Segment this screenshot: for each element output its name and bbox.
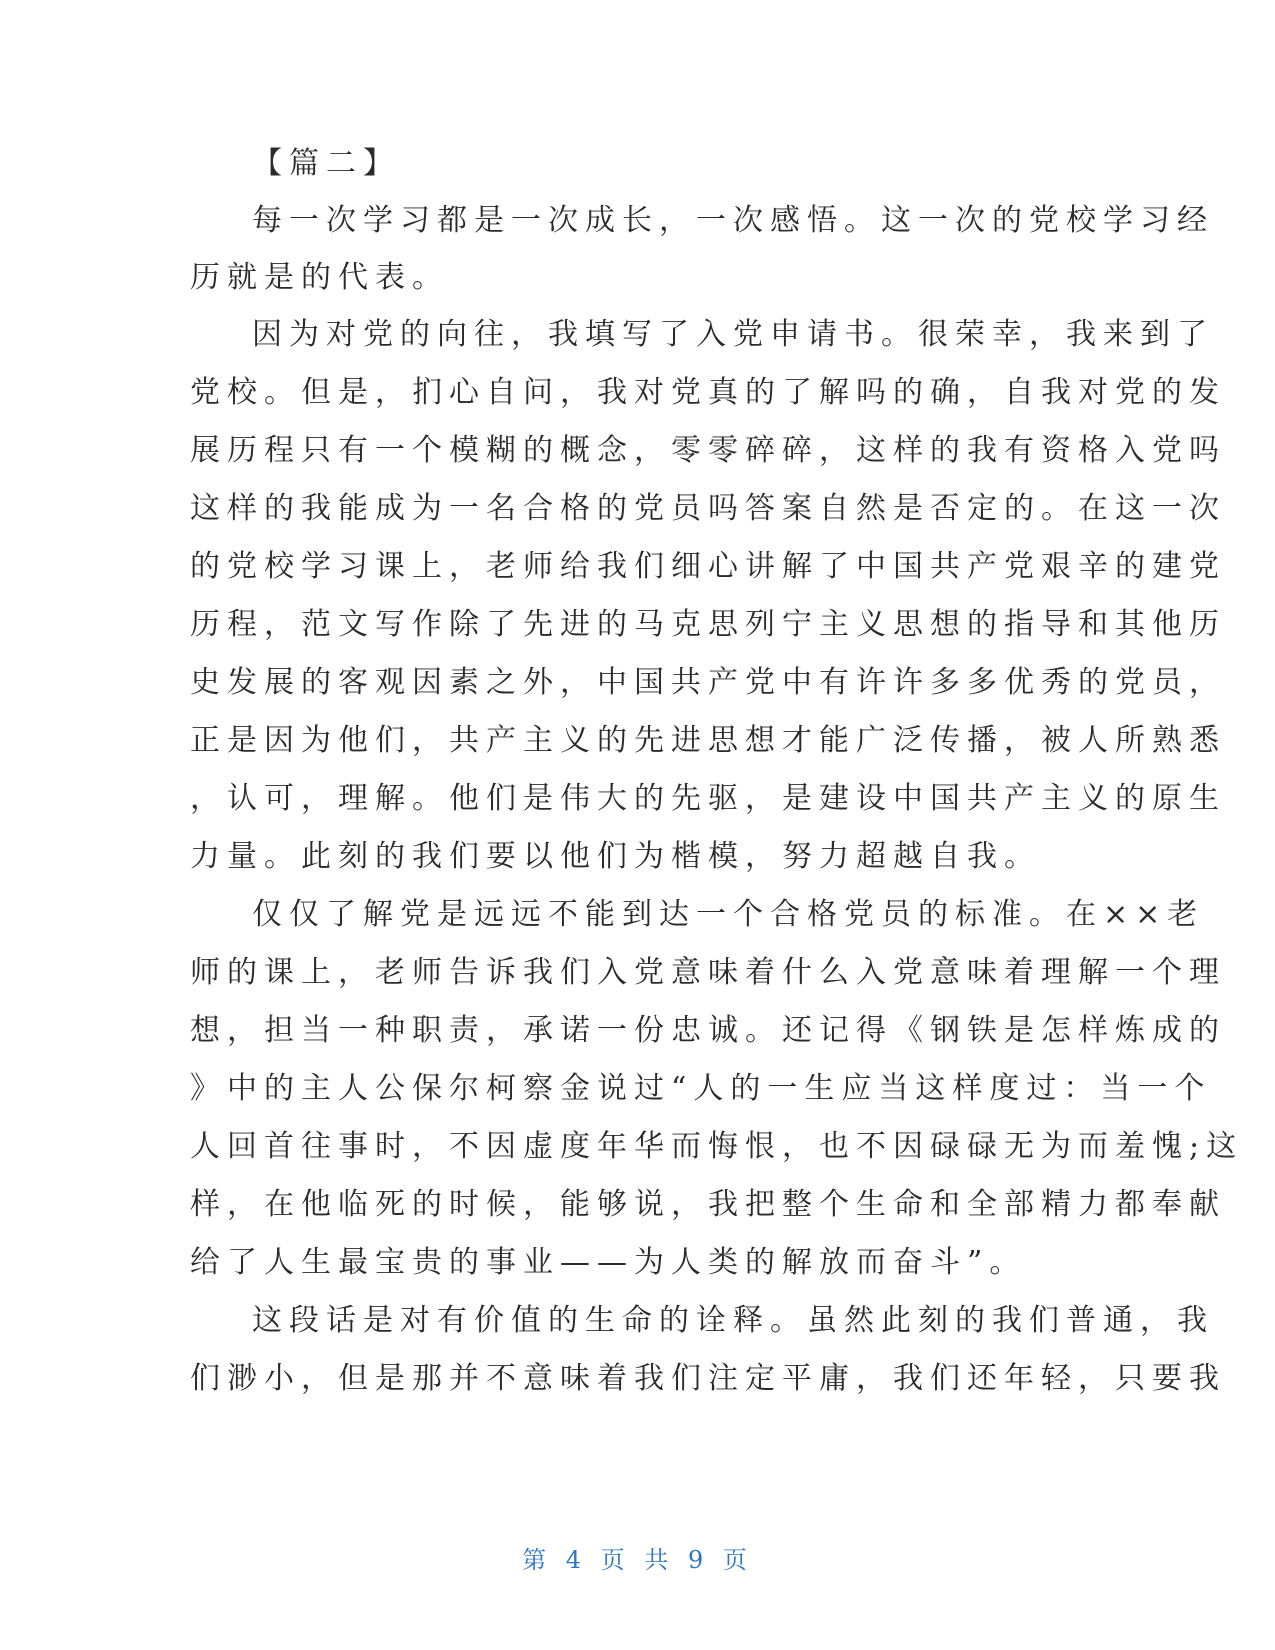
paragraph-line: 力量。此刻的我们要以他们为楷模，努力超越自我。: [190, 839, 1041, 874]
section-heading: 【篇二】: [252, 146, 400, 181]
paragraph-line: 历程，范文写作除了先进的马克思列宁主义思想的指导和其他历: [190, 607, 1226, 642]
paragraph-line: 的党校学习课上，老师给我们细心讲解了中国共产党艰辛的建党: [190, 549, 1226, 584]
paragraph-line: 因为对党的向往，我填写了入党申请书。很荣幸，我来到了: [252, 317, 1214, 352]
paragraph-line: 正是因为他们，共产主义的先进思想才能广泛传播，被人所熟悉: [190, 723, 1226, 758]
page-number-footer: 第 4 页 共 9 页: [522, 1546, 753, 1574]
paragraph-line: 》中的主人公保尔柯察金说过“人的一生应当这样度过：当一个: [190, 1071, 1212, 1106]
paragraph-line: 这样的我能成为一名合格的党员吗答案自然是否定的。在这一次: [190, 491, 1226, 526]
paragraph-line: 仅仅了解党是远远不能到达一个合格党员的标准。在××老: [252, 897, 1205, 932]
paragraph-line: 历就是的代表。: [190, 260, 449, 295]
paragraph-line: 展历程只有一个模糊的概念，零零碎碎，这样的我有资格入党吗: [190, 433, 1226, 468]
paragraph-line: 党校。但是，扪心自问，我对党真的了解吗的确，自我对党的发: [190, 375, 1226, 410]
paragraph-line: 想，担当一种职责，承诺一份忠诚。还记得《钢铁是怎样炼成的: [190, 1013, 1226, 1048]
paragraph-line: ，认可，理解。他们是伟大的先驱，是建设中国共产主义的原生: [190, 781, 1226, 816]
paragraph-line: 们渺小，但是那并不意味着我们注定平庸，我们还年轻，只要我: [190, 1361, 1226, 1396]
paragraph-line: 这段话是对有价值的生命的诠释。虽然此刻的我们普通，我: [252, 1303, 1214, 1338]
paragraph-line: 人回首往事时，不因虚度年华而悔恨，也不因碌碌无为而羞愧;这: [190, 1129, 1244, 1164]
paragraph-line: 样，在他临死的时候，能够说，我把整个生命和全部精力都奉献: [190, 1187, 1226, 1222]
paragraph-line: 给了人生最宝贵的事业——为人类的解放而奋斗”。: [190, 1245, 1027, 1280]
paragraph-line: 师的课上，老师告诉我们入党意味着什么入党意味着理解一个理: [190, 955, 1226, 990]
paragraph-line: 每一次学习都是一次成长，一次感悟。这一次的党校学习经: [252, 203, 1214, 238]
paragraph-line: 史发展的客观因素之外，中国共产党中有许许多多优秀的党员，: [190, 665, 1226, 700]
